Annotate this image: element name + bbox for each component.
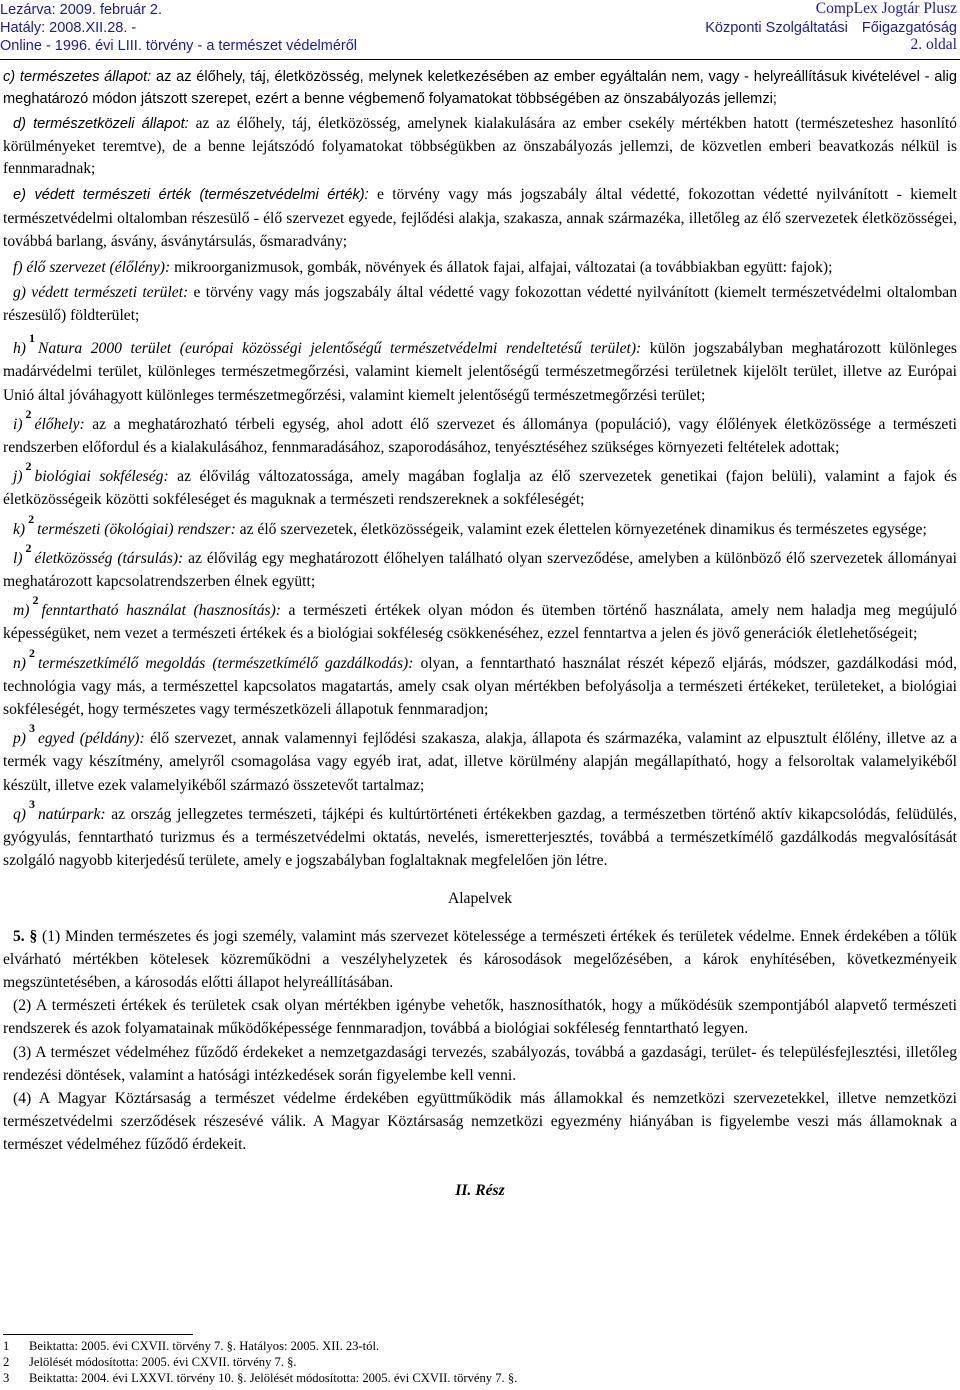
- definition-q-text: az ország jellegzetes természeti, tájképi és kultúrtörténeti értékekben gazdag, a természetben történő aktív kikapcsolódás, felüdülés, gyógyulás, fenntartható turizmus és a természetvédelmi oktatás, nevelés, ismeretterjesztés, továbbá a természetkímélő gazdálkodás megvalósítását szolgáló nagyobb kiterjedésű területe, amely e jogszabályban foglaltaknak megfelelően jön létre.: [3, 805, 957, 870]
- definition-h: [3, 331, 957, 407]
- section-heading-principles: Alapelvek: [447, 890, 513, 908]
- section-5-paragraph-1: [3, 925, 957, 995]
- definition-g-term: g) védett természeti terület:: [13, 283, 189, 301]
- header-effective-date: Hatály: 2008.XII.28. -: [0, 20, 137, 36]
- footnote-text: Jelölését módosította: 2005. évi CXVII. törvény 7. §.: [29, 1355, 297, 1370]
- footnote-number: 2: [3, 1355, 10, 1370]
- footnote-ref-2[interactable]: 2: [29, 645, 35, 660]
- section-5-paragraph-2: (2) A természeti értékek és területek csak olyan mértékben igénybe vehetők, hasznosíthatók, hogy a működésük szempontjából alapvető természeti rendszerek és azok folyamatainak működőképessége fennmaradjon, továbbá a biológiai sokféleség fenntartható legyen.: [3, 997, 957, 1038]
- header-closed-date: Lezárva: 2009. február 2.: [0, 2, 163, 18]
- definition-l-term: életközösség (társulás):: [34, 549, 184, 567]
- part-heading: II. Rész: [455, 1181, 505, 1199]
- footnote-ref-1[interactable]: 1: [29, 331, 35, 346]
- definition-e: [3, 183, 957, 254]
- definition-n: [3, 645, 957, 722]
- definition-l-text: az élővilág egy meghatározott élőhelyen található olyan szerveződése, amelyben a különböző élő szervezetek állományai meghatározott kapcsolatrendszerben élnek együtt;: [3, 549, 957, 591]
- definition-m: [3, 593, 957, 645]
- definition-n-letter: n): [13, 654, 26, 672]
- definition-p-term: egyed (példány):: [38, 730, 145, 748]
- definition-f: [3, 256, 957, 279]
- definition-i-text: az a meghatározható térbeli egység, ahol adott élő szervezet és állománya (populáció), vagy élőlények életközössége a természeti rendszerben előfordul és a kialakulásához, fennmaradásához, szaporodásához, tenyésztéséhez szükséges környezeti feltételek adottak;: [3, 415, 957, 456]
- footnote-ref-2[interactable]: 2: [32, 593, 39, 608]
- definition-n-text: olyan, a fenntartható használat részét képező eljárás, módszer, gazdálkodási mód, technológia vagy más, a természettel kapcsolatos magatartás, amely csak olyan mértékben befolyásolja a természeti értékeket, területeket, a biológiai sokféleségét, hogy természetes vagy természetközeli állapotuk fennmaradjon;: [3, 654, 957, 719]
- section-5-paragraph-4: (4) A Magyar Köztársaság a természet védelme érdekében együttműködik más államokkal és nemzetközi szervezetekkel, illetve nemzetközi természetvédelmi szerződések részesévé válik. A Magyar Köztársaság nemzetközi egyezmény hiányában is figyelembe veszi más államoknak a természet védelméhez fűződő érdekeit.: [3, 1090, 957, 1154]
- definition-d-text: az az élőhely, táj, életközösség, amelynek kialakulására az ember csekély mértékben hatott (természeteshez hasonlító körülményeket teremtve), de a benne lejátszódó folyamatokat többségükben az önszabályozás jellemzi, de közvetlen emberi beavatkozás nélkül is fennmaradnak;: [3, 115, 958, 178]
- definition-l: [3, 541, 957, 593]
- footnote-ref-2[interactable]: 2: [25, 541, 32, 556]
- document-body: [3, 67, 957, 1202]
- definition-f-term: f) élő szervezet (élőlény):: [13, 258, 171, 276]
- definition-p-letter: p): [13, 730, 26, 748]
- definition-q: [3, 797, 957, 873]
- definition-p-text: élő szervezet, annak valamennyi fejlődési szakasza, alakja, állapota és származéka, valamint az elpusztult élőlény, illetve az a termék vagy készítmény, amelyről csomagolása vagy egyéb irat, adat, illetve körülmény alapján megállapítható, hogy a felsoroltak valamelyikéből készült, illetve ezek valamelyikéből származó összetevőt tartalmaz;: [3, 730, 957, 794]
- definition-i-letter: i): [13, 415, 23, 433]
- definition-c: [3, 67, 957, 110]
- definition-m-term: fenntartható használat (hasznosítás):: [41, 602, 281, 620]
- definition-d-term: d) természetközeli állapot:: [13, 116, 189, 133]
- definition-l-letter: l): [13, 549, 23, 567]
- definition-m-letter: m): [13, 602, 30, 620]
- section-5-paragraph-3: (3) A természet védelméhez fűződő érdekeket a nemzetgazdasági tervezés, szabályozás, továbbá a gazdasági, terület- és településfejlesztési, illetőleg rendezési döntések, valamint a hatósági intézkedések során figyelembe kell venni.: [3, 1043, 957, 1084]
- header-page-number: 2. oldal: [910, 36, 957, 53]
- footnote-3: [3, 1370, 953, 1386]
- footnote-ref-3[interactable]: 3: [29, 797, 35, 812]
- footnote-number: 1: [3, 1339, 10, 1353]
- definition-m-text: a természeti értékek olyan módon és ütemben történő használata, amely nem haladja meg megújuló képességüket, nem vezet a természeti értékek és a biológiai sokféleség csökkenéséhez, ezzel fenntartva a jelen és jövő generációk életlehetőségeit;: [3, 602, 957, 643]
- definition-j-term: biológiai sokféleség:: [34, 468, 169, 486]
- footnotes: [3, 1338, 953, 1387]
- definition-n-term: természetkímélő megoldás (természetkímélő gazdálkodás):: [38, 654, 414, 672]
- footnote-ref-2[interactable]: 2: [28, 511, 35, 526]
- footnote-ref-2[interactable]: 2: [25, 407, 32, 421]
- definition-i-term: élőhely:: [34, 415, 85, 433]
- definition-h-term: Natura 2000 terület (európai közösségi jelentőségű természetvédelmi rendeltetésű terület):: [38, 340, 642, 358]
- definition-j: [3, 459, 957, 511]
- definition-g-text: e törvény vagy más jogszabály által védetté vagy fokozottan védetté nyilvánított (kiemelt természetvédelmi oltalomban részesülő) földterület;: [3, 283, 957, 324]
- definition-g: [3, 281, 957, 327]
- header-document-title: Online - 1996. évi LIII. törvény - a természet védelméről: [0, 38, 358, 54]
- header-department-part1: Központi Szolgáltatási: [705, 20, 848, 36]
- footnote-ref-3[interactable]: 3: [29, 721, 35, 736]
- definition-j-text: az élővilág változatossága, amely magában foglalja az élő szervezetek genetikai (fajon belüli), valamint a fajok és életközösségeik közötti sokféleséget és maguknak a természeti rendszereknek a sokféleségét;: [3, 468, 957, 509]
- definition-q-term: natúrpark:: [38, 805, 106, 823]
- footnote-text: Beiktatta: 2004. évi LXXVI. törvény 10. §. Jelölését módosította: 2005. évi CXVII. törvény 7. §.: [29, 1371, 518, 1386]
- definition-h-text: külön jogszabályban meghatározott különleges madárvédelmi terület, különleges természetmegőrzési, valamint kiemelt jelentőségű természetmegőrzési területnek kijelölt terület, illetve az Európai Unió által jóváhagyott különleges természetmegőrzési, valamint kiemelt jelentőségű természetmegőrzési terület;: [3, 340, 957, 404]
- definition-p: [3, 721, 957, 797]
- footnote-divider: [3, 1334, 193, 1335]
- footnote-number: 3: [3, 1371, 10, 1386]
- definition-e-term: e) védett természeti érték (természetvédelmi érték):: [13, 186, 369, 203]
- header-publisher: CompLex Jogtár Plusz: [815, 0, 957, 17]
- definition-q-letter: q): [13, 805, 26, 823]
- definition-e-text: e törvény vagy más jogszabály által védetté, fokozottan védetté nyilvánított - kiemelt természetvédelmi oltalomban részesülő - élő szervezet egyede, fejlődési alakja, szakasza, annak származéka, illetőleg az élő szervezetek életközösségei, továbbá barlang, ásvány, ásványtársulás, ősmaradvány;: [3, 185, 957, 251]
- definition-f-text: mikroorganizmusok, gombák, növények és állatok fajai, alfajai, változatai (a továbbiakban együtt: fajok);: [170, 258, 833, 276]
- definition-i: [3, 407, 957, 459]
- section-5-paragraph-1-text: (1) Minden természetes és jogi személy, valamint más szervezet kötelessége a természeti értékek és területek védelme. Ennek érdekében a tőlük elvárható mértékben kötelesek közreműködni a veszélyhelyzetek és károsodások megelőzésében, a károk enyhítésében, következményeik megszüntetésében, a károsodás előtti állapot helyreállításában.: [3, 927, 958, 992]
- definition-c-term: c) természetes állapot:: [3, 69, 152, 85]
- header-department: [705, 19, 957, 37]
- page-header: [0, 0, 960, 56]
- definition-k-term: természeti (ökológiai) rendszer:: [37, 520, 236, 538]
- header-divider: [0, 59, 960, 60]
- footnote-1: [3, 1338, 953, 1354]
- footnote-text: Beiktatta: 2005. évi CXVII. törvény 7. §. Hatályos: 2005. XII. 23-tól.: [29, 1339, 380, 1353]
- footnote-2: [3, 1354, 953, 1370]
- definition-k: [3, 511, 957, 541]
- footnote-ref-2[interactable]: 2: [25, 459, 32, 474]
- header-department-part2: Főigazgatóság: [861, 20, 957, 36]
- definition-h-letter: h): [13, 340, 26, 358]
- definition-k-text: az élő szervezetek, életközösségeik, valamint ezek élettelen környezetének dinamikus és természetes egysége;: [235, 520, 927, 538]
- definition-d: [3, 113, 957, 181]
- definition-c-text: az az élőhely, táj, életközösség, melynek keletkezésében az ember egyáltalán nem, vagy - helyreállításuk kivételével - alig meghatározó módon játszott szerepet, ezért a benne végbemenő folyamatokat többségében az önszabályozás jellemzi;: [3, 69, 957, 107]
- definition-k-letter: k): [13, 520, 26, 538]
- definition-j-letter: j): [13, 468, 23, 486]
- section-5-number: 5. §: [13, 927, 38, 945]
